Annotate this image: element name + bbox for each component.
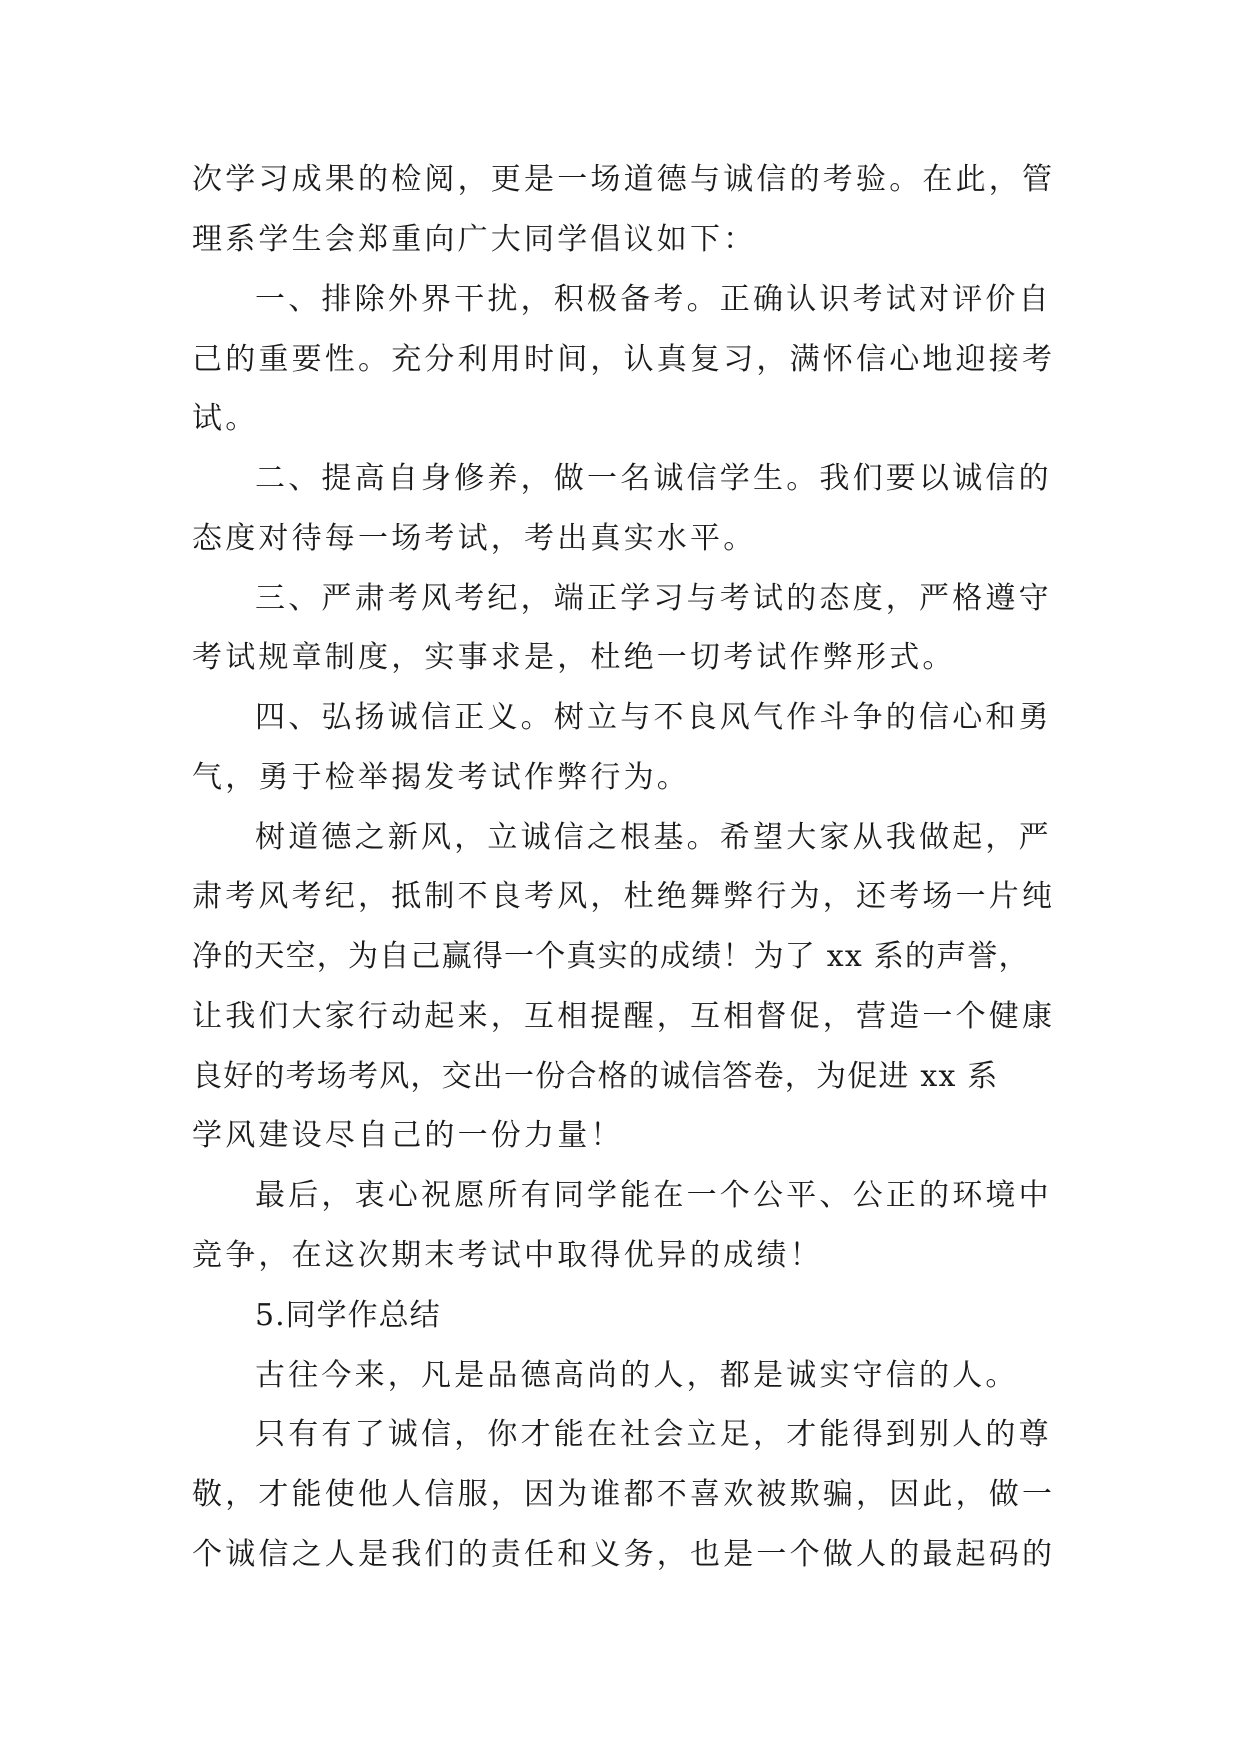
text-line: 次学习成果的检阅，更是一场道德与诚信的考验。在此，管: [192, 162, 1056, 197]
text-line: 敬，才能使他人信服，因为谁都不喜欢被欺骗，因此，做一: [192, 1477, 1056, 1512]
paragraph-first-line: 三、严肃考风考纪，端正学习与考试的态度，严格遵守: [255, 581, 1052, 616]
text-line: 竞争，在这次期末考试中取得优异的成绩！: [192, 1238, 823, 1273]
text-line: 让我们大家行动起来，互相提醒，互相督促，营造一个健康: [192, 999, 1056, 1034]
text-line: 肃考风考纪，抵制不良考风，杜绝舞弊行为，还考场一片纯: [192, 879, 1056, 914]
text-line: 考试规章制度，实事求是，杜绝一切考试作弊形式。: [192, 640, 956, 675]
paragraph-first-line: 四、弘扬诚信正义。树立与不良风气作斗争的信心和勇: [255, 700, 1052, 735]
paragraph-first-line: 最后，衷心祝愿所有同学能在一个公平、公正的环境中: [255, 1178, 1052, 1213]
section-heading: 5.同学作总结: [255, 1298, 441, 1333]
text-line: 学风建设尽自己的一份力量！: [192, 1118, 624, 1153]
paragraph-first-line: 二、提高自身修养，做一名诚信学生。我们要以诚信的: [255, 461, 1052, 496]
text-line: 净的天空，为自己赢得一个真实的成绩！为了 xx 系的声誉，: [192, 939, 1030, 974]
text-line: 己的重要性。充分利用时间，认真复习，满怀信心地迎接考: [192, 342, 1056, 377]
text-line: 良好的考场考风，交出一份合格的诚信答卷，为促进 xx 系: [192, 1059, 999, 1094]
paragraph-first-line: 树道德之新风，立诚信之根基。希望大家从我做起，严: [255, 820, 1052, 855]
text-line: 试。: [192, 401, 259, 436]
text-line: 气，勇于检举揭发考试作弊行为。: [192, 760, 690, 795]
text-line: 理系学生会郑重向广大同学倡议如下：: [192, 222, 757, 257]
paragraph-first-line: 一、排除外界干扰，积极备考。正确认识考试对评价自: [255, 282, 1052, 317]
text-line: 态度对待每一场考试，考出真实水平。: [192, 521, 757, 556]
paragraph-first-line: 古往今来，凡是品德高尚的人，都是诚实守信的人。: [255, 1358, 1019, 1393]
text-line: 个诚信之人是我们的责任和义务，也是一个做人的最起码的: [192, 1537, 1056, 1572]
paragraph-first-line: 只有有了诚信，你才能在社会立足，才能得到别人的尊: [255, 1417, 1052, 1452]
